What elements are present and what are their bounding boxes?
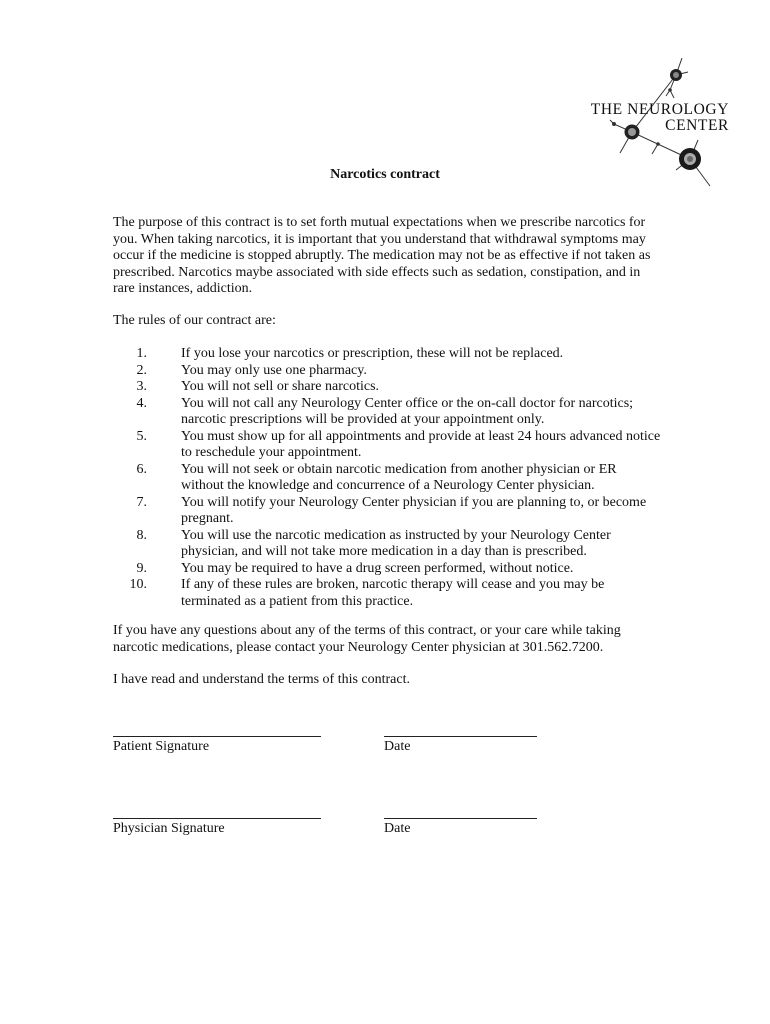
- patient-date-line[interactable]: [384, 736, 537, 737]
- logo-line-2: CENTER: [665, 117, 729, 134]
- purpose-line: you. When taking narcotics, it is important that you understand that withdrawal symptoms may: [113, 231, 646, 247]
- rule-text: pregnant.: [181, 511, 234, 526]
- purpose-line: prescribed. Narcotics maybe associated with side effects such as sedation, constipation, and in: [113, 264, 641, 280]
- patient-date-label: Date: [384, 739, 411, 754]
- rule-text: physician, and will not take more medication in a day than is prescribed.: [181, 544, 587, 559]
- rule-item: [113, 363, 673, 380]
- rule-text: terminated as a patient from this practice.: [181, 593, 414, 609]
- rule-number: 8.: [136, 527, 147, 543]
- rules-list: [113, 346, 673, 610]
- rule-item: [113, 346, 673, 363]
- rule-text: You will use the narcotic medication as instructed by your Neurology Center: [181, 527, 611, 543]
- purpose-line: The purpose of this contract is to set forth mutual expectations when we prescribe narcotics for: [113, 215, 646, 230]
- rule-number: 7.: [136, 494, 147, 510]
- logo-line-1: THE NEUROLOGY: [590, 101, 729, 118]
- physician-signature-line[interactable]: [113, 818, 321, 819]
- rule-item: [113, 429, 673, 462]
- rule-number: 10.: [129, 577, 147, 592]
- rule-item: [113, 396, 673, 429]
- acknowledgement-text: I have read and understand the terms of this contract.: [113, 672, 411, 687]
- rule-number: 2.: [136, 362, 147, 378]
- rule-item: [113, 379, 673, 396]
- rule-text: You may be required to have a drug screen performed, without notice.: [181, 560, 574, 576]
- purpose-paragraph: [113, 215, 658, 298]
- questions-line: If you have any questions about any of the terms of this contract, or your care while taking: [113, 623, 621, 638]
- questions-line: narcotic medications, please contact your Neurology Center physician at 301.562.7200.: [113, 639, 604, 655]
- purpose-line: occur if the medicine is stopped abruptly. The medication may not be as effective if not taken as: [113, 248, 651, 263]
- rule-number: 4.: [136, 395, 147, 411]
- rule-item: [113, 495, 673, 528]
- rule-number: 6.: [136, 461, 147, 477]
- acknowledgement-paragraph: [113, 672, 658, 689]
- physician-date-label: Date: [384, 821, 411, 836]
- rule-number: 9.: [136, 560, 147, 576]
- rule-item: [113, 528, 673, 561]
- rule-item: [113, 561, 673, 578]
- patient-signature-label: Patient Signature: [113, 739, 210, 754]
- rule-text: You may only use one pharmacy.: [181, 362, 367, 378]
- rule-text: to reschedule your appointment.: [181, 445, 362, 460]
- logo-wordmark: [590, 102, 729, 134]
- patient-signature-line[interactable]: [113, 736, 321, 737]
- questions-paragraph: [113, 623, 658, 656]
- physician-date-line[interactable]: [384, 818, 537, 819]
- rule-text: You will not seek or obtain narcotic medication from another physician or ER: [181, 461, 617, 477]
- rule-number: 1.: [136, 346, 147, 361]
- rule-number: 5.: [136, 428, 147, 444]
- rules-intro: [113, 313, 658, 330]
- rule-text: You must show up for all appointments and provide at least 24 hours advanced notice: [181, 428, 661, 444]
- rule-text: narcotic prescriptions will be provided at your appointment only.: [181, 412, 545, 427]
- rules-intro-text: The rules of our contract are:: [113, 313, 276, 328]
- rule-text: You will not sell or share narcotics.: [181, 379, 380, 394]
- rule-text: If any of these rules are broken, narcotic therapy will cease and you may be: [181, 577, 605, 592]
- rule-number: 3.: [136, 379, 147, 394]
- rule-item: [113, 462, 673, 495]
- purpose-line: rare instances, addiction.: [113, 281, 253, 296]
- document-title: Narcotics contract: [330, 167, 440, 182]
- rule-text: without the knowledge and concurrence of a Neurology Center physician.: [181, 478, 595, 493]
- rule-item: [113, 577, 673, 610]
- rule-text: You will notify your Neurology Center physician if you are planning to, or become: [181, 494, 647, 510]
- physician-signature-label: Physician Signature: [113, 821, 225, 836]
- rule-text: If you lose your narcotics or prescription, these will not be replaced.: [181, 346, 564, 361]
- rule-text: You will not call any Neurology Center office or the on-call doctor for narcotics;: [181, 395, 634, 411]
